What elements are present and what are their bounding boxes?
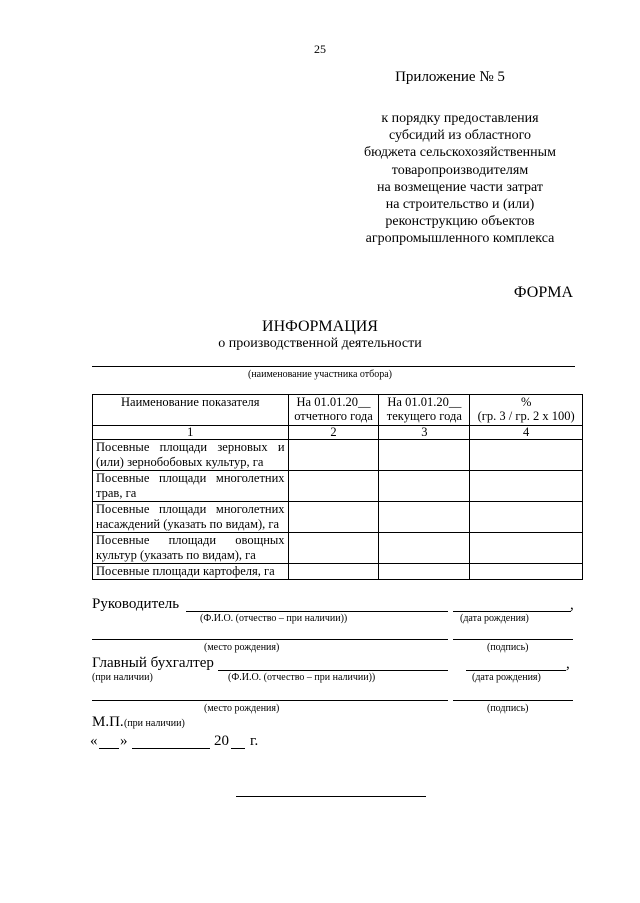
table-cell[interactable] bbox=[379, 533, 470, 564]
head-fio-line[interactable] bbox=[186, 611, 448, 612]
table-row bbox=[93, 440, 583, 471]
table-row bbox=[93, 564, 583, 580]
date-open-quote: « bbox=[90, 733, 98, 749]
head-birthdate-caption: (дата рождения) bbox=[460, 613, 529, 624]
header-line: На 01.01.20__ bbox=[296, 395, 371, 409]
accountant-birthplace-caption: (место рождения) bbox=[204, 703, 280, 714]
document-title: ИНФОРМАЦИЯ bbox=[262, 318, 378, 335]
accountant-signature-line[interactable] bbox=[453, 700, 573, 701]
row-label: Посевные площади овощных культур (указать по видам), га bbox=[93, 533, 289, 564]
header-line: (гр. 3 / гр. 2 х 100) bbox=[477, 409, 575, 423]
appendix-title: Приложение № 5 bbox=[395, 69, 505, 85]
header-reporting-year bbox=[288, 395, 379, 426]
table-cell[interactable] bbox=[288, 440, 379, 471]
accountant-fio-line[interactable] bbox=[218, 670, 448, 671]
accountant-fio-caption: (Ф.И.О. (отчество – при наличии)) bbox=[228, 672, 376, 683]
column-number: 4 bbox=[470, 426, 583, 440]
date-month-line[interactable] bbox=[132, 748, 210, 749]
appendix-line: агропромышленного комплекса bbox=[365, 231, 555, 247]
column-number: 2 bbox=[288, 426, 379, 440]
table-cell[interactable] bbox=[288, 471, 379, 502]
table-cell[interactable] bbox=[379, 502, 470, 533]
date-day-line[interactable] bbox=[99, 748, 119, 749]
row-label: Посевные площади многолетних трав, га bbox=[93, 471, 289, 502]
head-birthplace-line[interactable] bbox=[92, 639, 448, 640]
participant-name-line[interactable] bbox=[92, 366, 575, 367]
table-cell[interactable] bbox=[288, 533, 379, 564]
head-signature-caption: (подпись) bbox=[487, 642, 529, 653]
head-fio-caption: (Ф.И.О. (отчество – при наличии)) bbox=[200, 613, 348, 624]
date-year-suffix: г. bbox=[250, 733, 259, 749]
table-cell[interactable] bbox=[470, 533, 583, 564]
table-header-row bbox=[93, 395, 583, 426]
page-number: 25 bbox=[314, 42, 326, 56]
header-percent bbox=[470, 395, 583, 426]
indicators-table bbox=[92, 394, 583, 580]
appendix-line: товаропроизводителям bbox=[391, 162, 529, 178]
appendix-line: к порядку предоставления bbox=[381, 111, 539, 126]
header-indicator: Наименование показателя bbox=[93, 395, 289, 426]
header-line: отчетного года bbox=[294, 409, 373, 423]
date-year-prefix: 20 bbox=[214, 733, 229, 749]
stamp-if-any-caption: (при наличии) bbox=[124, 718, 185, 729]
appendix-line: на строительство и (или) bbox=[385, 197, 535, 213]
comma: , bbox=[570, 597, 574, 613]
accountant-signature-caption: (подпись) bbox=[487, 703, 529, 714]
appendix-line: на возмещение части затрат bbox=[376, 179, 544, 195]
column-number-row bbox=[93, 426, 583, 440]
column-number: 1 bbox=[93, 426, 289, 440]
table-cell[interactable] bbox=[470, 440, 583, 471]
header-current-year bbox=[379, 395, 470, 426]
table-cell[interactable] bbox=[470, 471, 583, 502]
row-label: Посевные площади картофеля, га bbox=[93, 564, 289, 580]
head-signature-line[interactable] bbox=[453, 639, 573, 640]
accountant-birthdate-caption: (дата рождения) bbox=[472, 672, 541, 683]
head-label: Руководитель bbox=[92, 596, 180, 612]
table-cell[interactable] bbox=[379, 440, 470, 471]
stamp-label: М.П. bbox=[92, 714, 124, 730]
accountant-if-any-caption: (при наличии) bbox=[92, 672, 153, 683]
column-number: 3 bbox=[379, 426, 470, 440]
accountant-birthplace-line[interactable] bbox=[92, 700, 448, 701]
accountant-birthdate-line[interactable] bbox=[466, 670, 566, 671]
comma: , bbox=[566, 656, 570, 672]
table-row bbox=[93, 533, 583, 564]
head-birthdate-line[interactable] bbox=[453, 611, 571, 612]
table-cell[interactable] bbox=[470, 564, 583, 580]
table-cell[interactable] bbox=[379, 564, 470, 580]
appendix-line: субсидий из областного bbox=[389, 128, 531, 144]
row-label: Посевные площади зерновых и (или) зернобобовых культур, га bbox=[93, 440, 289, 471]
date-year-line[interactable] bbox=[231, 748, 245, 749]
table-cell[interactable] bbox=[288, 564, 379, 580]
appendix-text bbox=[330, 110, 590, 248]
accountant-label: Главный бухгалтер bbox=[92, 655, 214, 671]
row-label: Посевные площади многолетних насаждений (указать по видам), га bbox=[93, 502, 289, 533]
table-cell[interactable] bbox=[379, 471, 470, 502]
table-row bbox=[93, 471, 583, 502]
form-label: ФОРМА bbox=[513, 284, 573, 301]
bottom-separator-line bbox=[236, 796, 426, 797]
table-cell[interactable] bbox=[470, 502, 583, 533]
document-subtitle: о производственной деятельности bbox=[218, 336, 422, 351]
table-row bbox=[93, 502, 583, 533]
header-line: На 01.01.20__ bbox=[387, 395, 462, 409]
appendix-line: бюджета сельскохозяйственным bbox=[364, 145, 556, 161]
date-close-quote: » bbox=[120, 733, 128, 749]
table-cell[interactable] bbox=[288, 502, 379, 533]
header-line: текущего года bbox=[386, 409, 462, 423]
appendix-line: реконструкцию объектов bbox=[385, 214, 535, 230]
head-birthplace-caption: (место рождения) bbox=[204, 642, 280, 653]
header-line: % bbox=[520, 395, 532, 409]
participant-caption: (наименование участника отбора) bbox=[248, 369, 392, 380]
